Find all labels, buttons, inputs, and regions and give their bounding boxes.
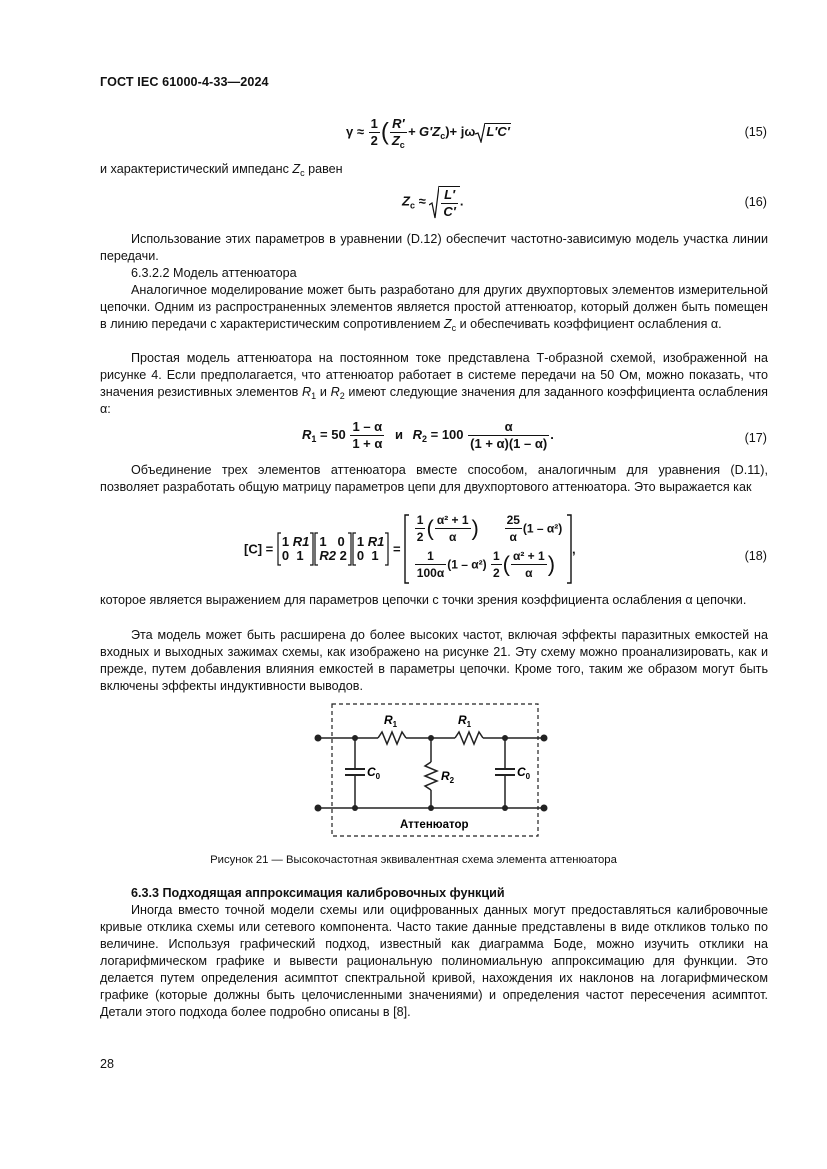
paragraph-3 xyxy=(100,350,768,418)
sqrt-sign-icon xyxy=(475,123,485,143)
eq16-den: C′ xyxy=(443,203,456,219)
eq17-frac2 xyxy=(468,420,549,451)
para3-r1: R xyxy=(302,385,312,399)
paragraph-1: Использование этих параметров в уравнении (D.12) обеспечит частотно-зависимую модель участка линии передачи. xyxy=(100,232,768,263)
eq16-sqrt xyxy=(429,185,460,219)
eq15-half xyxy=(369,117,380,148)
eq16-lhs: Z xyxy=(402,193,410,209)
b-tail: (1 – α²) xyxy=(522,521,563,536)
para3-r2-sub: 2 xyxy=(339,391,345,401)
eq15-lhs: γ ≈ xyxy=(346,123,364,139)
para2-after: и обеспечивать коэффициент ослабления α. xyxy=(456,317,722,331)
para3-mid: и xyxy=(316,385,331,399)
eq16-num-wrap xyxy=(441,188,458,204)
para2-sym: Z xyxy=(443,317,452,331)
paragraph-4: Объединение трех элементов аттенюатора вместе способом, аналогичным для уравнения (D.11), позволяет разработать общую матрицу параметров цепи для двухпортового аттенюатора. Это выражается как xyxy=(100,463,768,494)
bracket-right-icon xyxy=(384,532,389,566)
eq18-row-2 xyxy=(414,549,563,585)
eq18-big-matrix xyxy=(414,513,563,585)
equation-16-number: (16) xyxy=(744,195,767,209)
eq17-d1: 1 + α xyxy=(352,436,383,451)
label-r1-left: $R_1$ xyxy=(384,713,398,729)
eq15-r-num xyxy=(390,117,407,133)
document-header: ГОСТ IEC 61000-4-33—2024 xyxy=(100,75,269,89)
equation-17-number: (17) xyxy=(744,431,767,445)
eq15-gz-sub: c xyxy=(440,130,446,141)
resistor-r1-right xyxy=(455,732,483,744)
eq15-sqrt xyxy=(475,123,511,143)
eq17-eq1: = 50 xyxy=(316,426,346,442)
eq18-eq: = xyxy=(392,541,401,557)
a-paren-r: ) xyxy=(471,515,479,541)
b-n: 25 xyxy=(506,513,520,527)
m3-d: 1 xyxy=(371,548,379,563)
paragraph-5: которое является выражением для параметров цепочки с точки зрения коэффициента ослабления α цепочки. xyxy=(100,593,747,607)
page-number: 28 xyxy=(100,1057,115,1071)
resistor-r1-left xyxy=(378,732,406,744)
eq18-matrix-3 xyxy=(357,535,384,563)
d-frac xyxy=(511,549,547,580)
equation-16 xyxy=(402,185,463,219)
d-half xyxy=(491,549,502,580)
eq17-d2: (1 + α)(1 – α) xyxy=(470,436,548,451)
c-frac xyxy=(415,549,446,580)
resistor-r2 xyxy=(425,762,437,790)
eq17-r2: R xyxy=(412,426,422,442)
subsection-heading: 6.3.2.2 Модель аттенюатора xyxy=(131,266,297,280)
a-half-d: 2 xyxy=(416,530,424,544)
eq18-lhs: [C] = xyxy=(244,541,274,557)
terminal-in-top xyxy=(315,735,322,742)
equation-17 xyxy=(302,420,554,451)
eq16-sqrt-body xyxy=(439,186,460,219)
para3-r1-sub: 1 xyxy=(311,391,317,401)
m1-c: 0 xyxy=(281,548,290,563)
eq17-r1: R xyxy=(302,426,312,442)
eq15-rd: Z xyxy=(391,133,400,148)
d-paren-r: ) xyxy=(547,551,556,577)
b-frac xyxy=(505,513,522,544)
m3-c: 0 xyxy=(356,548,365,563)
m2-a: 1 xyxy=(319,534,327,549)
a-paren-l: ( xyxy=(426,515,434,541)
eq17-frac1 xyxy=(350,420,384,451)
eq17-and: и xyxy=(394,426,403,442)
eq16-num: L′ xyxy=(444,186,456,202)
attenuator-circuit-diagram xyxy=(300,700,560,840)
eq18-tail: , xyxy=(571,541,576,557)
c-tail: (1 – α²) xyxy=(447,557,487,572)
eq15-half-den: 2 xyxy=(370,133,378,148)
a-half-n: 1 xyxy=(416,513,424,527)
label-c0-right: $C_0$ xyxy=(517,765,531,781)
terminal-in-bottom xyxy=(315,805,322,812)
a-n: α² + 1 xyxy=(436,513,469,527)
eq16-tail: . xyxy=(459,193,464,209)
eq17-n1: 1 – α xyxy=(350,420,384,436)
paragraph-7: Иногда вместо точной модели схемы или оцифрованных данных могут предоставляться калибровочные кривые отклика схемы или сетевого компонента. Часто такие данные представлены в виде откликов только по величине. Используя графический подход, известный как диаграмма Боде, можно изучить отклики на логарифмическом графике и вывести рациональную полиномиальную аппроксимацию для функции. Это делается путем определения асимптот спектральной кривой, нахождения их наклонов на логарифмическом графике (которые должны быть целочисленными значениями) и определения частот пересечения асимптот. Детали этого подхода более подробно описаны в [8]. xyxy=(100,903,768,1019)
a-d: α xyxy=(448,530,457,544)
para-zc-sym: Z xyxy=(292,162,301,176)
d-half-n: 1 xyxy=(492,549,500,563)
paragraph-2 xyxy=(100,282,768,333)
m2-b: 0 xyxy=(337,534,345,549)
para-zc-after: равен xyxy=(304,162,343,176)
section-heading: 6.3.3 Подходящая аппроксимация калибровочных функций xyxy=(131,886,505,900)
eq17-n2: α xyxy=(468,420,549,436)
label-attenuator: Аттенюатор xyxy=(400,819,469,831)
para3-before: Простая модель аттенюатора на постоянном токе представлена Т-образной схемой, изображенной на рисунке 4. Если предполагается, что аттенюатор работает в системе передачи на 50 Ом, можно показать, что значения резистивных элементов xyxy=(100,351,768,399)
terminal-out-bottom xyxy=(541,805,548,812)
label-r1-right: $R_1$ xyxy=(458,713,472,729)
para3-r2: R xyxy=(330,385,340,399)
equation-15 xyxy=(346,117,511,148)
eq15-paren: ( xyxy=(380,118,389,146)
c-n: 1 xyxy=(415,549,446,565)
equation-18-number: (18) xyxy=(744,549,767,563)
equation-15-number: (15) xyxy=(744,125,767,139)
a-half xyxy=(415,513,426,544)
para-zc-sub: c xyxy=(300,168,305,178)
eq15-rn: R′ xyxy=(392,116,405,131)
m2-c: R2 xyxy=(319,548,336,563)
eq16-frac xyxy=(441,188,458,219)
eq18-matrix-2 xyxy=(319,535,346,563)
terminal-out-top xyxy=(541,735,548,742)
eq18-matrix-1 xyxy=(282,535,309,563)
eq17-r1-sub: 1 xyxy=(311,433,317,444)
d-half-d: 2 xyxy=(492,566,500,580)
figure-caption: Рисунок 21 — Высокочастотная эквивалентная схема элемента аттенюатора xyxy=(210,854,617,866)
eq18-row-1 xyxy=(414,513,563,549)
d-d: α xyxy=(525,566,533,580)
eq16-den-wrap xyxy=(441,204,458,219)
eq17-r2-sub: 2 xyxy=(422,433,428,444)
d-paren-l: ( xyxy=(502,551,510,577)
eq16-lhs-sub: c xyxy=(409,200,415,211)
d-n: α² + 1 xyxy=(512,549,545,563)
paragraph-zc xyxy=(100,161,343,178)
b-d: α xyxy=(509,530,517,544)
m3-b: R1 xyxy=(367,534,385,549)
bracket-left-icon xyxy=(404,514,410,584)
eq15-tail: )+ jω xyxy=(445,123,476,139)
label-r2: $R_2$ xyxy=(441,769,455,785)
eq17-tail: . xyxy=(550,426,554,442)
eq15-plus-g: + G′Z xyxy=(407,123,441,139)
sqrt-sign-icon xyxy=(429,185,439,219)
para2-sub: c xyxy=(451,323,457,333)
m2-d: 2 xyxy=(339,548,347,563)
para3-after: имеют следующие значения для заданного коэффициента ослабления α: xyxy=(100,385,768,416)
m3-a: 1 xyxy=(356,534,365,549)
eq15-half-num: 1 xyxy=(370,116,378,131)
equation-18 xyxy=(244,513,576,585)
m1-b: R1 xyxy=(292,534,310,549)
c-d: 100α xyxy=(416,566,445,580)
eq15-rd-sub: c xyxy=(399,140,405,150)
m1-a: 1 xyxy=(281,534,290,549)
a-frac xyxy=(435,513,471,544)
m1-d: 1 xyxy=(296,548,304,563)
label-c0-left: $C_0$ xyxy=(367,765,381,781)
eq16-approx: ≈ xyxy=(414,193,426,209)
eq17-eq2: = 100 xyxy=(427,426,464,442)
para-zc-before: и характеристический импеданс xyxy=(100,162,293,176)
paragraph-6: Эта модель может быть расширена до более высоких частот, включая эффекты паразитных емкостей на входных и выходных зажимах схемы, как изображено на рисунке 21. Эту схему можно проанализировать, как и прежде, путем добавления влияния емкостей в параметры цепочки. Кроме того, таким же образом могут быть включены эффекты индуктивности выводов. xyxy=(100,628,768,693)
eq15-r-over-z xyxy=(390,117,407,148)
para2-before: Аналогичное моделирование может быть разработано для других двухпортовых элементов измерительной цепочки. Одним из распространенных элементов является простой аттенюатор, который должен быть помещен в линию передачи с характеристическим сопротивлением xyxy=(100,283,768,331)
eq15-r-den xyxy=(390,133,407,148)
eq15-sqrt-arg: L′C′ xyxy=(486,123,510,139)
